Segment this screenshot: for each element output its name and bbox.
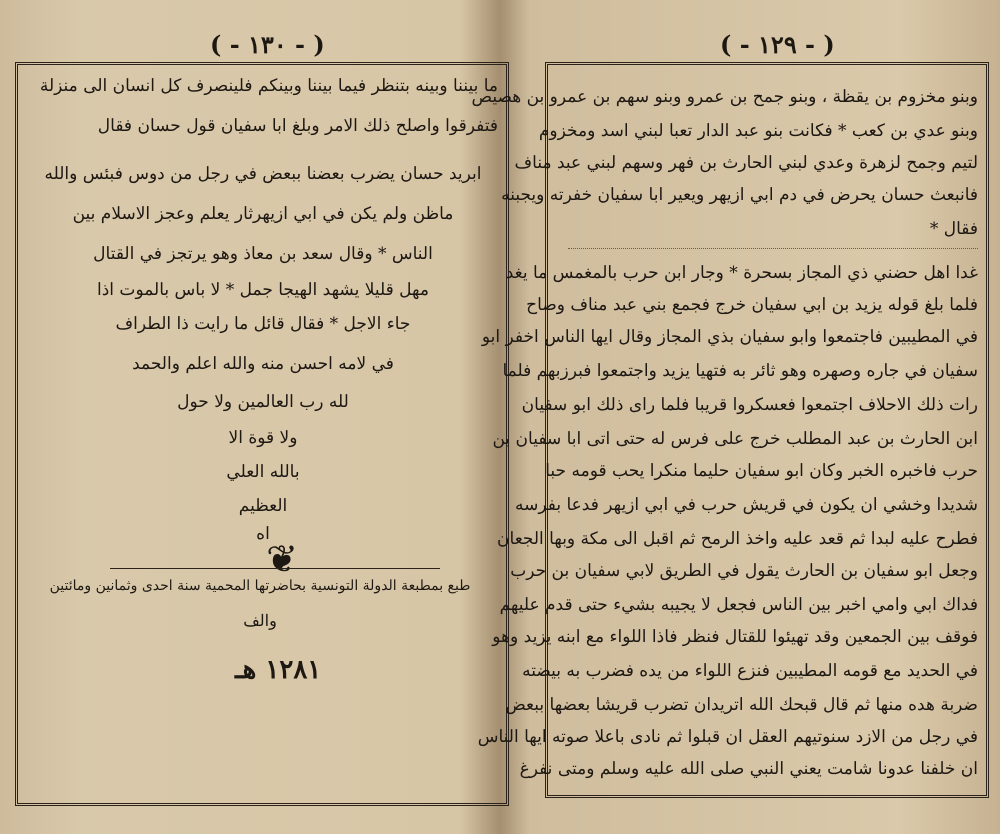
text-line: وجعل ابو سفيان بن الحارث يقول في الطريق لابي سفيان بن حرب <box>510 561 978 581</box>
divider <box>568 248 978 249</box>
verse-line: الناس * وقال سعد بن معاذ وهو يرتجز في القتال <box>93 244 433 264</box>
verse-line: غدا اهل حضني ذي المجاز بسحرة * وجار ابن حرب بالمغمس ما يغد <box>505 263 978 283</box>
print-year: ١٢٨١ هـ <box>235 655 322 685</box>
verse-line: ولا قوة الا <box>228 428 298 448</box>
text-line: رات ذلك الاحلاف اجتمعوا فعسكروا قريبا فلما راى ذلك ابو سفيان <box>521 395 978 415</box>
colophon: طبع بمطبعة الدولة التونسية بحاضرتها المحمية سنة احدى وثمانين ومائتين <box>49 578 471 594</box>
text-line: ابن الحارث بن عبد المطلب خرج على فرس له حتى اتى ابا سفيان بن <box>492 429 978 449</box>
text-line: في رجل من الازد سنوتيهم العقل ان قبلوا ثم نادى باعلا صوته ايها الناس <box>477 727 978 747</box>
verse-line: العظيم <box>238 496 288 516</box>
page-number: ( - ١٣٠ - ) <box>210 30 325 59</box>
ornament-icon: ❦ <box>266 537 298 581</box>
text-line: لتيم وجمح لزهرة وعدي لبني الحارث بن فهر وسهم لبني عبد مناف <box>514 153 978 173</box>
colophon-end: والف <box>243 611 277 630</box>
verse-line: ابريد حسان يضرب بعضنا ببعض في رجل من دوس فبئس والله <box>44 164 482 184</box>
text-line: فقال * <box>929 219 978 239</box>
verse-line: ماظن ولم يكن في ابي ازيهرثار يعلم وعجز الاسلام بين <box>72 204 454 224</box>
text-line: ما بيننا وبينه بتنظر فيما بيننا وبينكم فلينصرف كل انسان الى منزلة <box>39 76 498 96</box>
text-line: ان خلفنا عدونا شامت يعني النبي صلى الله عليه وسلم ومتى نفرغ <box>519 759 978 779</box>
text-line: فلما بلغ قوله يزيد بن ابي سفيان خرج فجمع بني عبد مناف وصاح <box>526 295 978 315</box>
text-line: ضربة هده منها ثم قال قبحك الله اتريدان تضرب قريشا بعضها ببعض <box>505 695 978 715</box>
verse-line: اه <box>256 524 270 544</box>
verse-line: في لامه احسن منه والله اعلم والحمد <box>132 354 394 374</box>
text-line: في المطيبين فاجتمعوا وابو سفيان بذي المجاز وقال ايها الناس اخفر ابو <box>481 327 978 347</box>
right-page <box>471 0 1000 834</box>
page-number: ( - ١٢٩ - ) <box>720 30 835 59</box>
text-line: فوقف بين الجمعين وقد تهيئوا للقتال فنظر فاذا اللواء مع ابنه يزيد وهو <box>492 627 978 647</box>
verse-line: لله رب العالمين ولا حول <box>177 392 349 412</box>
text-line: في الحديد مع قومه المطيبين فنزع اللواء من يده فضرب به بيضته <box>522 661 978 681</box>
text-line: سفيان في جاره وصهره وهو ثائر به فتهيا يزيد واجتمعوا فبرزبهم فلما <box>502 361 978 381</box>
text-line: وبنو عدي بن كعب * فكانت بنو عبد الدار تعبا لبني اسد ومخزوم <box>538 121 978 141</box>
text-line: فانبعث حسان يحرض في دم ابي ازيهر ويعير ابا سفيان خفرته ويجبنه <box>501 185 978 205</box>
text-frame <box>15 62 509 806</box>
verse-line: جاء الاجل * فقال قائل ما رايت ذا الطراف <box>115 314 411 334</box>
verse-line: بالله العلي <box>226 462 300 482</box>
divider <box>110 568 440 569</box>
text-line: فتفرقوا واصلح ذلك الامر وبلغ ابا سفيان قول حسان فقال <box>97 116 498 136</box>
text-line: فداك ابي وامي اخبر بين الناس فجعل لا يجيبه بشيء حتى قدم عليهم <box>499 595 978 615</box>
text-line: حرب فاخبره الخبر وكان ابو سفيان حليما منكرا يحب قومه حبا <box>545 461 978 481</box>
text-line: فطرح عليه لبدا ثم قعد عليه واخذ الرمح ثم اقبل الى مكة وبها الجعان <box>497 529 978 549</box>
text-line: وبنو مخزوم بن يقظة ، وبنو جمح بن عمرو وبنو سهم بن عمرو بن هصيص <box>471 87 978 107</box>
verse-line: مهل قليلا يشهد الهيجا جمل * لا باس بالموت اذا <box>97 280 429 300</box>
text-line: شديدا وخشي ان يكون في قريش حرب في ابي ازيهر فدعا بفرسه <box>515 495 978 515</box>
